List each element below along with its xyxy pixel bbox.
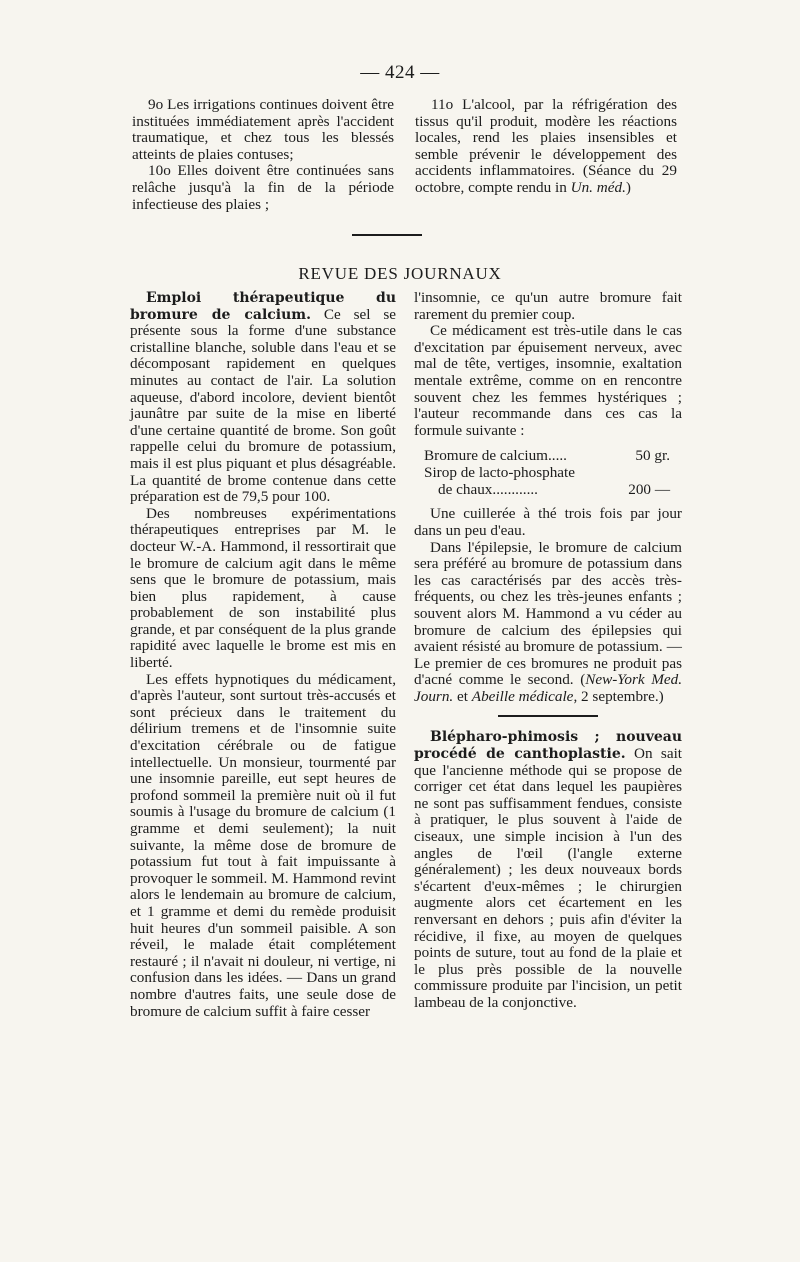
formula-line3-label: de chaux............ [438,481,538,499]
article-2-p1 [414,729,682,1011]
article-1-intro [130,290,396,506]
paragraph-10: 10o Elles doivent être continuées sans relâche jusqu'à la fin de la période infectieuse des plaies ; [132,162,394,213]
article-1-p7 [414,540,682,706]
section-title: REVUE DES JOURNAUX [298,264,502,283]
article-1-p7-mid: et [453,687,472,705]
article-2-text: On sait que l'ancienne méthode qui se propose de corriger cet état dans lequel les paupières ne sont pas suffisamment fendues, consiste à pratiquer, le plus souvent à l'aide de ciseaux, une simple incision à l'un des angles de l'œil (l'angle externe généralement) ; les deux nouveaux bords s'écartent d'eux-mêmes ; le chirurgien augmente alors cet écartement en les renversant en dehors ; puis afin d'éviter la récidive, il fixe, au moyen de quelques points de suture, tout au fond de la plaie et le plus près possible de la nouvelle commissure produite par l'incision, un petit lambeau de la conjonctive. [414,745,683,1011]
section-divider [352,234,422,236]
formula-row-2 [424,464,682,481]
article-1-source-2: Abeille médicale [471,687,574,705]
formula-line1-label: Bromure de calcium..... [424,447,567,465]
formula-row-3 [424,481,682,498]
article-1-heading: Emploi thérapeutique du bromure de calcium. [130,290,396,323]
article-1-p4: l'insomnie, ce qu'un autre bromure fait rarement du premier coup. [414,289,682,323]
article-1-p3: Les effets hypnotiques du médicament, d'après l'auteur, sont surtout très-accusés et sont précieux dans le traitement du délirium tremens et de l'insomnie suite d'excitation cérébrale ou de fatigue intellectuelle. Un monsieur, tourmenté par une insomnie pareille, eut sept heures de profond sommeil la première nuit où il fut soumis à l'usage du bromure de calcium (1 gramme et demi seulement); la nuit suivante, la même dose de bromure de potassium fut tout à fait impuissante à provoquer le sommeil. M. Hammond revint alors le lendemain au bromure de calcium, et 1 gramme et demi du remède produisit huit heures d'un sommeil paisible. A son réveil, le malade était complétement restauré ; il n'avait ni douleur, ni vertige, ni confusion dans les idées. — Dans un grand nombre d'autres faits, une seule dose de bromure de calcium suffit à faire cesser [130,670,396,1020]
formula [424,447,682,498]
page-number: — 424 — [360,62,440,83]
article-2-heading: Blépharo-phimosis ; nouveau procédé de canthoplastie. [414,729,682,763]
article-1-p5: Ce médicament est très-utile dans le cas d'excitation par épuisement nerveux, avec mal de tête, vertiges, insomnie, exaltation mentale extrême, comme on en rencontre souvent chez les femmes hystériques ; l'auteur recommande dans ces cas la formule suivante : [414,322,682,439]
article-1-p7-end: , 2 septembre.) [573,687,664,705]
article-1-source-1: New-York Med. Journ. [414,671,682,705]
top-left-column [132,97,394,213]
left-column [130,290,396,1020]
paragraph-11-end: ) [625,178,631,196]
formula-line1-value: 50 gr. [635,447,670,465]
article-1-p2: Des nombreuses expérimentations thérapeutiques entreprises par M. le docteur W.-A. Hammond, il ressortirait que le bromure de calcium agit dans le même sens que le bromure de potassium, mais bien plus rapidement, à cause probablement de son instabilité plus grande, et par conséquent de la plus grande rapidité avec laquelle le brome est mis en liberté. [130,504,396,672]
paragraph-11 [415,97,677,197]
formula-line3-value: 200 — [628,481,670,499]
right-column [414,290,682,1012]
paragraph-9: 9o Les irrigations continues doivent être instituées immédiatement après l'accident traumatique, et chez tous les blessés atteints de plaies contuses; [132,96,394,163]
top-right-column [415,97,677,197]
article-1-p6: Une cuillerée à thé trois fois par jour dans un peu d'eau. [414,505,682,539]
paragraph-11-source: Un. méd. [570,178,626,196]
article-1-p7-text: Dans l'épilepsie, le bromure de calcium sera préféré au bromure de potassium dans les cas caractérisés par des accès très-fréquents, ou chez les très-jeunes enfants ; souvent alors M. Hammond a vu céder au bromure de calcium des épilepsies qui avaient résisté au bromure de potassium. — Le premier de ces bromures ne produit pas d'acné comme le second. ( [414,538,682,689]
article-1-p1: Ce sel se présente sous la forme d'une substance cristalline blanche, soluble dans l'eau et se décomposant rapidement en quelques minutes au contact de l'air. La solution aqueuse, d'abord incolore, devient bientôt jaunâtre par suite de la mise en liberté d'une certaine quantité de brome. Son goût rappelle celui du bromure de potassium, mais il est plus piquant et plus désagréable. La quantité de brome contenue dans cette préparation est de 79,5 pour 100. [130,305,396,506]
formula-line2-label: Sirop de lacto-phosphate [424,464,575,482]
article-divider [498,715,598,717]
paragraph-11-text: 11o L'alcool, par la réfrigération des tissus qu'il produit, modère les réactions locales, rend les plaies insensibles et semble prévenir le développement des accidents inflammatoires. (Séance du 29 octobre, compte rendu in [415,96,677,196]
formula-row-1 [424,447,682,464]
